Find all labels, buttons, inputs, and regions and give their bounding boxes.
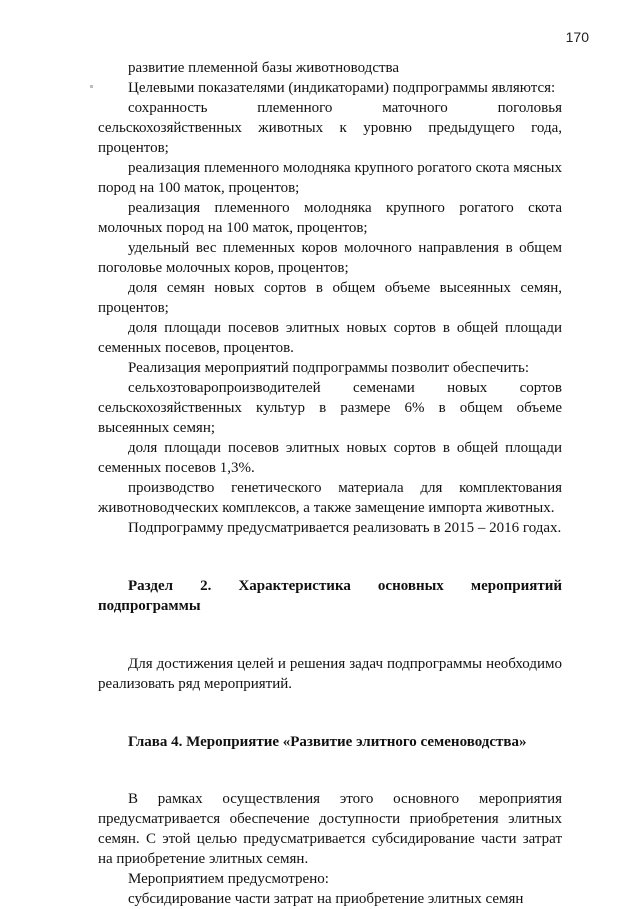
page-body: [98, 58, 562, 909]
paragraph: доля площади посевов элитных новых сортов в общей площади семенных посевов 1,3%.: [98, 440, 562, 476]
paragraph: В рамках осуществления этого основного мероприятия предусматривается обеспечение доступности приобретения элитных семян. С этой целью предусматривается субсидирование части затрат на приобретение элитных семян.: [98, 791, 562, 867]
spacer: [98, 752, 562, 789]
page-number: 170: [565, 29, 589, 45]
paragraph: Реализация мероприятий подпрограммы позволит обеспечить:: [128, 360, 530, 376]
scan-mark: [90, 85, 93, 88]
paragraph: Целевыми показателями (индикаторами) подпрограммы являются:: [128, 80, 556, 96]
chapter-heading: Глава 4. Мероприятие «Развитие элитного семеноводства»: [128, 734, 527, 750]
section-heading: Раздел 2. Характеристика основных мероприятий подпрограммы: [98, 578, 562, 614]
paragraph: субсидирование части затрат на приобретение элитных семян: [128, 891, 524, 907]
paragraph: развитие племенной базы животноводства: [128, 60, 400, 76]
section-paragraph: Для достижения целей и решения задач подпрограммы необходимо реализовать ряд мероприятий.: [98, 656, 562, 692]
paragraph: производство генетического материала для комплектования животноводческих комплексов, а также замещение импорта животных.: [98, 480, 562, 516]
paragraph: доля семян новых сортов в общем объеме высеянных семян, процентов;: [98, 280, 562, 316]
paragraph: реализация племенного молодняка крупного рогатого скота мясных пород на 100 маток, процентов;: [98, 160, 562, 196]
paragraph: доля площади посевов элитных новых сортов в общей площади семенных посевов, процентов.: [98, 320, 562, 356]
spacer: [98, 538, 562, 576]
paragraph: Мероприятием предусмотрено:: [128, 871, 329, 887]
paragraph: удельный вес племенных коров молочного направления в общем поголовье молочных коров, процентов;: [98, 240, 562, 276]
spacer: [98, 694, 562, 732]
paragraph: реализация племенного молодняка крупного рогатого скота молочных пород на 100 маток, процентов;: [98, 200, 562, 236]
paragraph: сельхозтоваропроизводителей семенами новых сортов сельскохозяйственных культур в размере 6% в общем объеме высеянных семян;: [98, 380, 562, 436]
paragraph: Подпрограмму предусматривается реализовать в 2015 – 2016 годах.: [128, 520, 562, 536]
paragraph: сохранность племенного маточного поголовья сельскохозяйственных животных к уровню предыдущего года, процентов;: [98, 100, 562, 156]
spacer: [98, 616, 562, 654]
